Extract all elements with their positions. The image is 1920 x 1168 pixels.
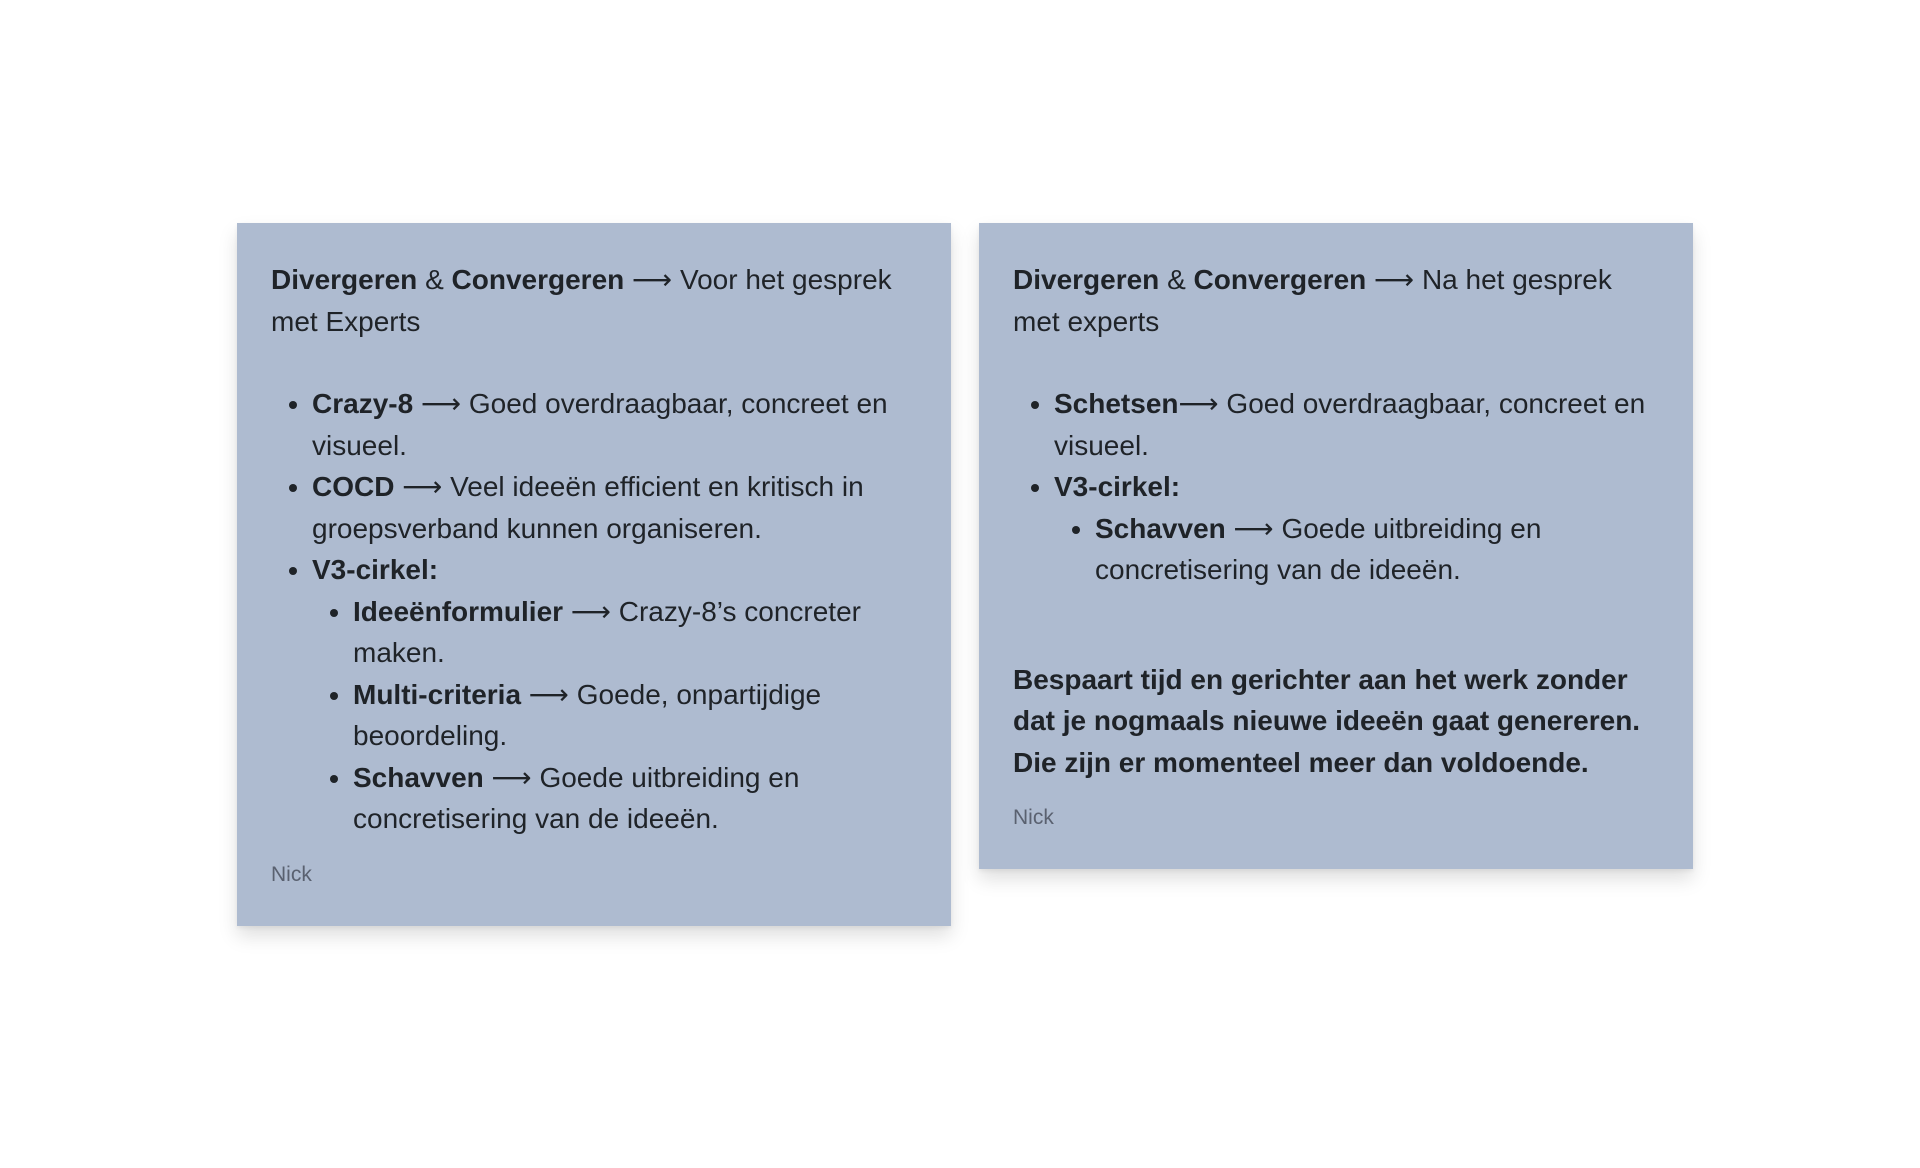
list-item-v3-cirkel — [312, 549, 917, 840]
item-text: ⟶ Veel ideeën efficient en kritisch in groepsverband kunnen organiseren. — [312, 471, 864, 544]
list-item-crazy-8 — [312, 383, 917, 466]
item-bold: COCD — [312, 471, 395, 502]
sticky-note-right[interactable] — [979, 223, 1693, 869]
item-text: ⟶ Goede uitbreiding en concretisering van de ideeën. — [353, 761, 800, 834]
item-bold: Ideeënformulier — [353, 595, 564, 627]
sub-item-schavven — [1095, 508, 1659, 591]
sub-bullet-list — [1054, 508, 1659, 591]
note-title — [1013, 259, 1659, 342]
title-rest: ⟶ Voor het gesprek met Experts — [271, 264, 892, 337]
item-bold: V3-cirkel: — [312, 554, 439, 585]
sub-bullet-list — [312, 591, 917, 840]
sub-item-multi-criteria — [353, 674, 917, 757]
list-item-cocd — [312, 466, 917, 549]
sub-item-ideeenformulier — [353, 591, 917, 674]
bullet-list — [1013, 383, 1659, 591]
sticky-note-left[interactable] — [237, 223, 951, 926]
title-bold-divergeren: Divergeren — [271, 264, 418, 295]
title-rest: ⟶ Na het gesprek met experts — [1013, 264, 1612, 337]
item-text: ⟶ Goed overdraagbaar, concreet en visueel. — [1054, 388, 1646, 461]
title-bold-convergeren: Convergeren — [451, 264, 625, 295]
item-text: ⟶ Goede, onpartijdige beoordeling. — [353, 678, 822, 751]
list-item-v3-cirkel — [1054, 466, 1659, 591]
item-text: ⟶ Crazy-8’s concreter maken. — [353, 595, 861, 668]
item-bold: Schetsen — [1054, 388, 1179, 419]
bullet-list — [271, 383, 917, 840]
title-bold-convergeren: Convergeren — [1193, 264, 1367, 295]
title-ampersand: & — [417, 264, 452, 295]
note-author: Nick — [1013, 806, 1054, 829]
item-bold: Crazy-8 — [312, 388, 414, 419]
item-bold: Multi-criteria — [353, 678, 522, 710]
note-summary: Bespaart tijd en gerichter aan het werk zonder dat je nogmaals nieuwe ideeën gaat genereren. Die zijn er momenteel meer dan voldoende. — [1013, 663, 1641, 778]
note-title — [271, 259, 917, 342]
sub-item-schavven — [353, 757, 917, 840]
item-text: ⟶ Goed overdraagbaar, concreet en visueel. — [312, 388, 888, 461]
title-bold-divergeren: Divergeren — [1013, 264, 1160, 295]
note-author: Nick — [271, 862, 312, 886]
list-item-schetsen — [1054, 383, 1659, 466]
title-ampersand: & — [1159, 264, 1194, 295]
item-text: ⟶ Goede uitbreiding en concretisering van de ideeën. — [1095, 512, 1542, 585]
item-bold: V3-cirkel: — [1054, 471, 1181, 502]
item-bold: Schavven — [1095, 512, 1226, 544]
item-bold: Schavven — [353, 761, 484, 793]
